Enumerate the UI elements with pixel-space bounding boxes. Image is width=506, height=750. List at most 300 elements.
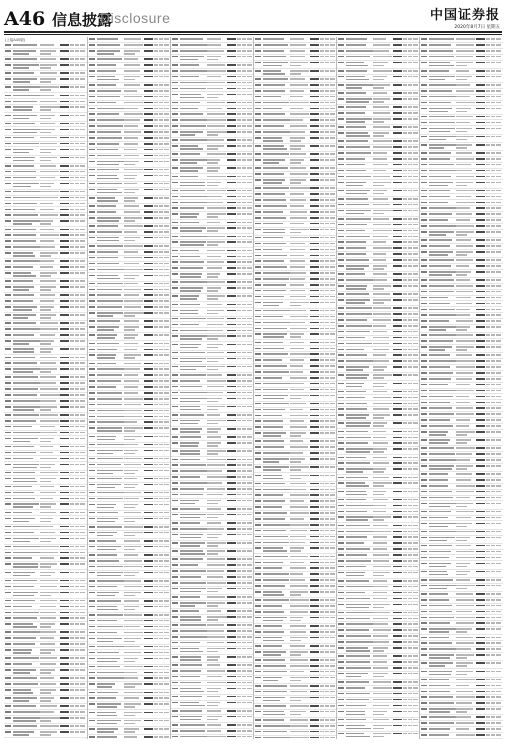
table-cell-text [75,414,78,416]
table-cell-text [207,361,219,363]
table-cell-text [70,157,73,159]
table-row [88,216,171,224]
table-cell-text [373,391,388,393]
table-cell-text [320,711,323,713]
table-cell-text [393,592,402,594]
table-cell-text [5,272,11,274]
table-cell-text [144,161,153,163]
table-cell-text [242,241,245,243]
table-cell-text [70,58,73,60]
table-row [337,284,420,292]
table-cell-text [144,600,153,602]
table-cell-text [237,522,240,524]
table-cell-text [207,338,219,340]
table-row [337,723,420,731]
table-cell-text [97,113,119,115]
table-cell-text [164,638,169,640]
table-cell-text [207,517,219,519]
table-cell-text [242,207,245,209]
table-cell-text [89,84,95,86]
table-cell-text [338,253,344,255]
table-cell-text [124,58,139,60]
table-cell-text [154,386,157,388]
table-cell-text [403,687,406,689]
table-cell-text [180,64,199,66]
table-cell-text [346,313,372,315]
table-cell-text [124,540,140,542]
table-cell-text [40,472,59,474]
table-cell-text [159,334,162,336]
table-cell-text [263,432,286,434]
table-cell-text [408,44,411,46]
table-cell-text [207,591,219,593]
table-cell-text [393,38,402,40]
table-cell-text [413,176,418,178]
table-cell-text [325,359,328,361]
table-cell-text [247,287,252,289]
table-cell-text [70,572,73,574]
table-cell-text [325,573,328,575]
table-cell-text [255,617,261,619]
table-cell-text [373,190,387,192]
table-cell-text [263,353,288,355]
table-cell-text [60,334,69,336]
table-cell-text [255,255,261,257]
table-cell-text [330,377,335,379]
table-row [4,562,87,570]
table-cell-text [403,725,406,727]
table-cell-text [338,566,344,568]
table-cell-text [227,436,236,438]
table-cell-text [227,398,236,400]
table-cell-text [40,506,52,508]
table-cell-text [172,550,178,552]
table-cell-text [247,76,252,78]
table-cell-text [338,132,344,134]
table-cell-text [13,240,36,242]
table-cell-text [124,532,144,534]
table-cell-text [144,125,153,127]
table-cell-text [89,334,95,336]
table-cell-text [75,663,78,665]
table-cell-text [40,541,52,543]
table-cell-text [5,314,11,316]
table-cell-text [290,84,308,86]
table-cell-text [320,237,323,239]
table-cell-text [320,179,323,181]
table-cell-text [310,199,319,201]
table-cell-text [263,654,281,656]
table-cell-text [60,86,69,88]
table-cell-text [408,218,411,220]
table-cell-text [255,685,261,687]
table-cell-text [180,630,207,632]
table-cell-text [310,500,319,502]
table-cell-text [40,234,59,236]
table-cell-text [310,310,319,312]
table-cell-text [60,272,69,274]
table-cell-text [330,96,335,98]
table-cell-text [5,631,11,633]
table-cell-text [247,241,252,243]
table-cell-text [346,623,374,625]
table-cell-text [13,600,35,602]
table-cell-text [408,655,411,657]
table-cell-text [393,548,402,550]
table-cell-text [5,78,11,80]
table-cell-text [124,329,136,331]
table-cell-text [154,70,157,72]
table-cell-text [408,164,411,166]
table-cell-text [393,106,402,108]
table-cell-text [247,273,252,275]
table-cell-text [207,119,226,121]
table-cell-text [40,432,58,434]
table-cell-text [60,357,69,359]
table-cell-text [180,56,204,58]
table-cell-text [247,88,252,90]
table-cell-text [310,44,319,46]
table-cell-text [144,560,153,562]
table-cell-text [97,76,115,78]
table-row [171,308,254,316]
table-cell-text [346,343,372,345]
table-cell-text [124,697,139,699]
table-cell-text [80,600,85,602]
table-cell-text [13,643,35,645]
table-cell-text [89,492,95,494]
table-cell-text [237,648,240,650]
table-cell-text [40,89,52,91]
table-cell-text [70,643,73,645]
table-cell-text [97,592,119,594]
table-cell-text [346,391,366,393]
table-cell-text [255,458,261,460]
table-cell-text [247,176,252,178]
table-cell-text [393,98,402,100]
table-cell-text [70,129,73,131]
table-cell-text [320,599,323,601]
table-cell-text [124,632,143,634]
table-cell-text [338,265,344,267]
table-row [171,342,254,350]
table-cell-text [40,376,56,378]
table-cell-text [408,641,411,643]
table-cell-text [70,357,73,359]
table-cell-text [242,610,245,612]
table-cell-text [13,183,39,185]
table-row [171,130,254,138]
table-cell-text [263,102,289,104]
table-cell-text [180,207,204,209]
table-cell-text [124,464,142,466]
table-row [88,434,171,442]
table-cell-text [159,257,162,259]
table-cell-text [40,157,58,159]
table-cell-text [207,358,225,360]
table-cell-text [320,96,323,98]
table-cell-text [346,213,364,215]
table-cell-text [338,319,344,321]
table-cell-text [80,209,85,211]
table-cell-text [320,78,323,80]
table-cell-text [255,731,261,733]
table-cell-text [263,530,286,532]
table-cell-text [320,353,323,355]
table-cell-text [172,488,178,490]
table-cell-text [413,299,418,301]
table-cell-text [207,450,226,452]
table-cell-text [144,692,153,694]
table-cell-text [320,173,323,175]
table-cell-text [237,202,240,204]
table-cell-text [97,507,114,509]
table-cell-text [393,265,402,267]
table-cell-text [290,711,306,713]
table-cell-text [75,572,78,574]
table-cell-text [172,119,178,121]
table-cell-text [97,197,115,199]
table-cell-text [393,190,402,192]
table-cell-text [124,143,138,145]
table-cell-text [70,252,73,254]
table-cell-text [13,617,37,619]
table-cell-text [154,312,157,314]
table-cell-text [413,592,418,594]
table-cell-text [80,286,85,288]
table-row [88,591,171,599]
table-cell-text [70,143,73,145]
table-cell-text [330,637,335,639]
table-cell-text [346,687,365,689]
table-cell-text [40,351,52,353]
table-cell-text [154,64,157,66]
table-cell-text [89,703,95,705]
table-cell-text [408,719,411,721]
table-cell-text [75,348,78,350]
table-cell-text [154,131,157,133]
table-cell-text [70,478,73,480]
table-cell-text [207,324,223,326]
table-cell-text [180,131,203,133]
table-cell-text [373,572,390,574]
table-row [337,481,420,489]
table-cell-text [164,169,169,171]
table-row [4,570,87,578]
table-cell-text [159,728,162,730]
table-cell-text [413,641,418,643]
table-cell-text [154,58,157,60]
table-cell-text [237,588,240,590]
table-cell-text [70,306,73,308]
table-cell-text [373,711,387,713]
table-cell-text [164,606,169,608]
table-cell-text [60,300,69,302]
table-cell-text [60,203,69,205]
table-cell-text [393,62,402,64]
table-cell-text [5,72,11,74]
table-cell-text [242,352,245,354]
table-cell-text [60,677,69,679]
table-cell-text [75,452,78,454]
table-cell-text [263,617,287,619]
table-cell-text [373,598,387,600]
table-cell-text [89,652,95,654]
table-cell-text [373,325,386,327]
table-cell-text [242,196,245,198]
table-cell-text [320,70,323,72]
table-cell-text [13,637,36,639]
table-cell-text [5,177,11,179]
table-cell-text [338,44,344,46]
table-cell-text [75,44,78,46]
table-cell-text [325,159,328,161]
table-cell-text [227,44,236,46]
table-cell-text [310,556,319,558]
table-cell-text [373,331,387,333]
table-cell-text [75,376,78,378]
table-row [4,716,87,724]
table-cell-text [172,241,178,243]
table-row [171,686,254,694]
table-cell-text [320,605,323,607]
table-cell-text [373,575,385,577]
table-cell-text [373,101,385,103]
table-cell-text [164,119,169,121]
table-cell-text [310,229,319,231]
table-cell-text [75,340,78,342]
table-cell-text [325,84,328,86]
table-cell-text [320,452,323,454]
table-cell-text [40,260,55,262]
table-cell-text [5,149,11,151]
table-cell-text [330,272,335,274]
table-cell-text [207,59,219,61]
table-cell-text [255,651,261,653]
table-cell-text [89,450,95,452]
table-cell-text [393,132,402,134]
table-cell-text [346,198,368,200]
table-cell-text [237,281,240,283]
table-cell-text [310,665,319,667]
table-cell-text [159,189,162,191]
table-row [337,489,420,497]
table-cell-text [290,640,302,642]
table-cell-text [80,711,85,713]
table-cell-text [144,632,153,634]
table-cell-text [393,693,402,695]
table-cell-text [325,611,328,613]
table-cell-text [403,158,406,160]
table-cell-text [242,730,245,732]
table-cell-text [346,462,370,464]
table-cell-text [408,422,411,424]
table-cell-text [144,504,153,506]
table-cell-text [124,220,136,222]
table-cell-text [373,604,390,606]
table-cell-text [97,473,113,475]
table-cell-text [164,697,169,699]
table-cell-text [338,403,344,405]
table-cell-text [89,237,95,239]
table-cell-text [408,462,411,464]
table-cell-text [290,38,305,40]
table-cell-text [408,403,411,405]
table-cell-text [320,249,323,251]
table-cell-text [124,521,136,523]
table-cell-text [325,173,328,175]
table-cell-text [13,734,29,736]
table-cell-text [408,525,411,527]
table-cell-text [97,368,125,370]
table-cell-text [227,352,236,354]
table-row [88,173,171,181]
table-cell-text [330,237,335,239]
table-cell-text [227,688,236,690]
table-cell-text [338,531,344,533]
table-cell-text [373,548,387,550]
table-cell-text [97,161,125,163]
table-cell-text [60,400,69,402]
table-cell-text [325,458,328,460]
table-cell-text [330,524,335,526]
table-cell-text [247,102,252,104]
table-cell-text [373,383,387,385]
table-cell-text [227,94,236,96]
table-cell-text [60,143,69,145]
table-cell-text [5,229,11,231]
table-cell-text [338,106,344,108]
table-cell-text [242,344,245,346]
table-cell-text [124,427,144,429]
table-cell-text [5,260,11,262]
table-cell-text [5,580,11,582]
table-cell-text [408,259,411,261]
table-cell-text [227,558,236,560]
table-cell-text [227,648,236,650]
table-cell-text [124,572,139,574]
table-cell-text [263,524,290,526]
table-cell-text [180,401,200,403]
table-cell-text [89,518,95,520]
table-cell-text [255,711,261,713]
table-cell-text [346,92,366,94]
table-cell-text [403,204,406,206]
table-cell-text [247,688,252,690]
table-cell-text [60,452,69,454]
table-cell-text [227,534,236,536]
table-cell-text [40,467,52,469]
table-cell-text [346,417,366,419]
table-cell-text [180,656,201,658]
table-cell-text [180,148,203,150]
table-cell-text [255,353,261,355]
table-cell-text [60,382,69,384]
table-cell-text [60,532,69,534]
table-cell-text [346,112,365,114]
table-row [171,212,254,220]
table-cell-text [325,530,328,532]
table-cell-text [154,334,157,336]
table-cell-text [373,705,390,707]
table-cell-text [247,420,252,422]
table-cell-text [5,538,11,540]
table-cell-text [180,696,202,698]
table-cell-text [413,448,418,450]
table-cell-text [40,711,54,713]
table-cell-text [164,398,169,400]
table-cell-text [5,203,11,205]
